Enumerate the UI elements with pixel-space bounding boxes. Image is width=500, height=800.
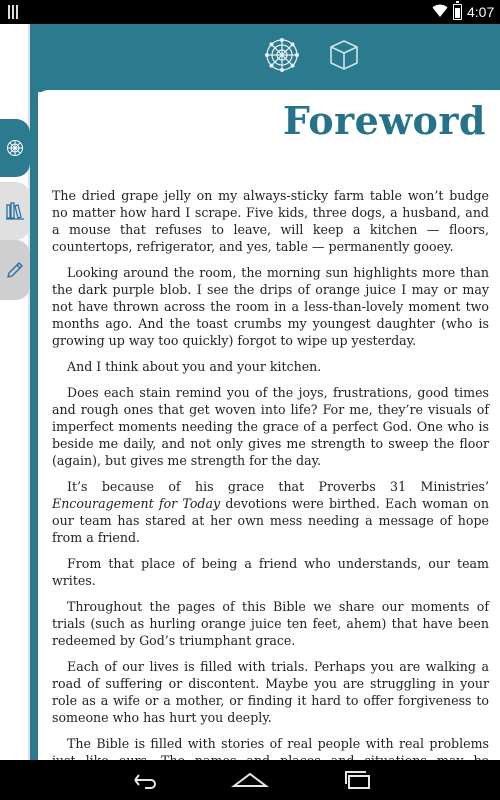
reading-page[interactable] <box>38 90 500 760</box>
paragraph-text: devotions were birthed. Each woman on our team has stared at her own mess needing a message of hope from a friend. <box>52 496 490 545</box>
paragraph: Each of our lives is filled with trials. Perhaps you are walking a road of suffering or discontent. Maybe you are struggling in your role as a wife or a mother, or finding it hard to offer forgiveness to someone who has hurt you deeply. <box>52 659 489 725</box>
paragraph-text: It’s because of his grace that Proverbs 31 Ministries’ <box>67 479 489 494</box>
recent-apps-icon <box>343 770 373 790</box>
back-icon <box>129 771 159 789</box>
medallion-icon[interactable] <box>265 38 299 72</box>
paragraph: Does each stain remind you of the joys, frustrations, good times and rough ones that get woven into life? For me, they’re visuals of imperfect moments needing the grace of a perfect God. One who is beside me daily, and not only gives me strength to sweep the floor (again), but gives me strength for the day. <box>52 385 489 468</box>
page-title: Foreword <box>282 98 486 143</box>
reader-app <box>0 24 500 760</box>
home-icon <box>232 772 268 788</box>
medallion-icon <box>6 139 24 157</box>
pencil-icon <box>5 260 25 280</box>
paragraph <box>52 478 489 546</box>
book-title: Encouragement for Today <box>52 496 221 511</box>
paragraph: The Bible is filled with stories of real people with real problems <box>67 736 489 751</box>
status-time: 4:07 <box>467 4 495 20</box>
tab-devotional[interactable] <box>0 119 30 177</box>
navigation-bar <box>0 760 500 800</box>
page-body <box>52 187 489 795</box>
status-bar <box>0 0 500 24</box>
wifi-icon <box>432 4 448 18</box>
paragraph: The dried grape jelly on my always-sticky farm table won’t budge no matter how hard I scrape. Five kids, three dogs, a husband, and a mouse that refuses to leave, will keep a kitchen — floors, countertops, refrigerator, and yes, table — permanently gooey. <box>52 188 489 254</box>
back-button[interactable] <box>124 768 164 792</box>
paragraph: Looking around the room, the morning sun highlights more than the dark purple blob. I see the drips of orange juice I may or may not have thrown across the room in a less-than-lovely moment two months ago. And the toast crumbs my youngest daughter (who is growing up way too quickly) forgot to wipe up yesterday. <box>52 265 489 348</box>
home-button[interactable] <box>230 768 270 792</box>
cube-icon[interactable] <box>327 38 361 72</box>
paragraph: And I think about you and your kitchen. <box>67 359 322 374</box>
reader-header <box>30 24 500 86</box>
notification-icon <box>8 5 20 19</box>
tab-notes[interactable] <box>0 240 30 300</box>
page-spine <box>30 86 38 760</box>
recent-apps-button[interactable] <box>338 768 378 792</box>
paragraph: From that place of being a friend who understands, our team writes. <box>52 556 489 588</box>
battery-icon <box>453 4 462 20</box>
paragraph: Throughout the pages of this Bible we share our moments of trials (such as hurling orange juice ten feet, ahem) that have been redeemed by God’s triumphant grace. <box>52 599 489 648</box>
tab-library[interactable] <box>0 182 30 240</box>
books-icon <box>5 202 25 220</box>
